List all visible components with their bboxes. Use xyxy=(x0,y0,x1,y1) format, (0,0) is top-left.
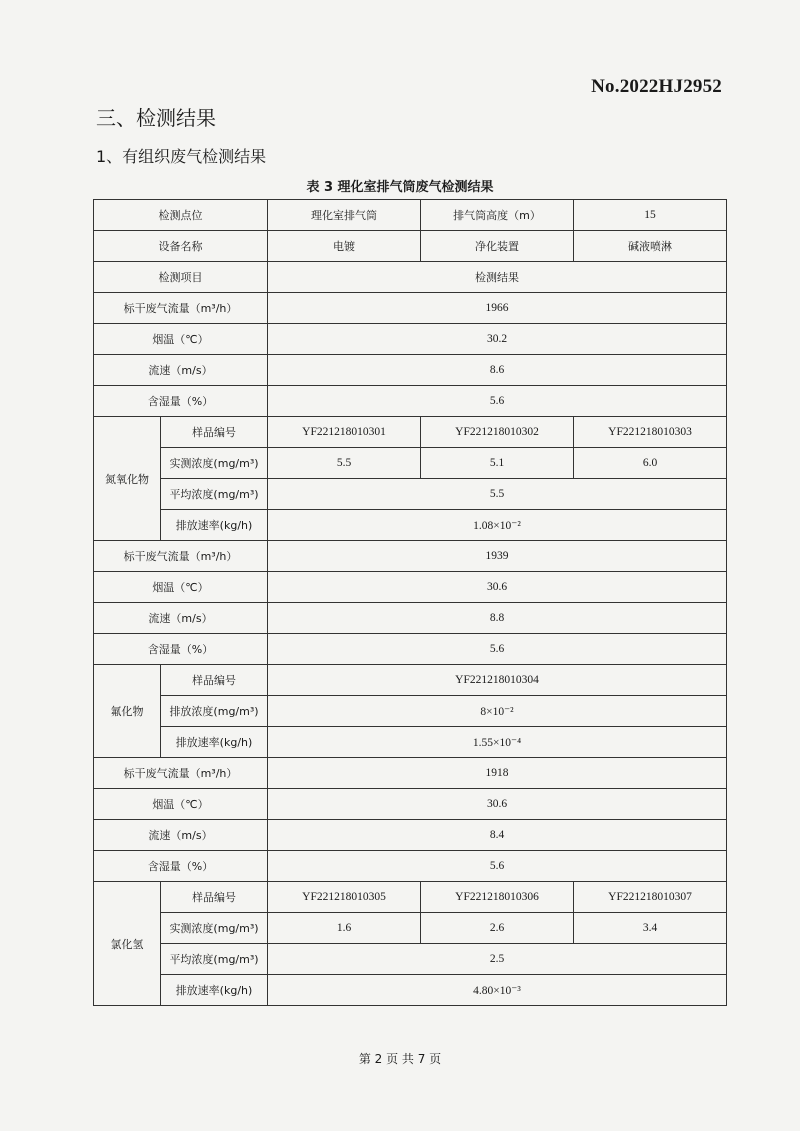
pollutant-name: 氟化物 xyxy=(94,665,161,758)
temp-value: 30.6 xyxy=(268,789,727,820)
purify-value: 碱液喷淋 xyxy=(574,231,727,262)
table-row xyxy=(94,355,727,386)
avg-label: 平均浓度(mg/m³) xyxy=(161,944,268,975)
table-row xyxy=(94,944,727,975)
table-row xyxy=(94,634,727,665)
moist-value: 5.6 xyxy=(268,386,727,417)
report-number: No.2022HJ2952 xyxy=(591,76,722,97)
height-value: 15 xyxy=(574,200,727,231)
table-row xyxy=(94,417,727,448)
avg-label: 平均浓度(mg/m³) xyxy=(161,479,268,510)
sample-label: 样品编号 xyxy=(161,417,268,448)
speed-label: 流速（m/s） xyxy=(94,603,268,634)
table-row xyxy=(94,262,727,293)
equip-label: 设备名称 xyxy=(94,231,268,262)
flow-label: 标干废气流量（m³/h） xyxy=(94,293,268,324)
table-row xyxy=(94,789,727,820)
conc-value: 2.6 xyxy=(421,913,574,944)
table-row xyxy=(94,324,727,355)
purify-label: 净化装置 xyxy=(421,231,574,262)
section-title: 三、检测结果 xyxy=(96,106,216,130)
table-row xyxy=(94,882,727,913)
pollutant-name: 氮氧化物 xyxy=(94,417,161,541)
speed-value: 8.6 xyxy=(268,355,727,386)
conc-value: 5.5 xyxy=(268,448,421,479)
table-row xyxy=(94,200,727,231)
table-row xyxy=(94,231,727,262)
conc-label: 实测浓度(mg/m³) xyxy=(161,913,268,944)
table-row xyxy=(94,975,727,1006)
table-row xyxy=(94,727,727,758)
flow-label: 标干废气流量（m³/h） xyxy=(94,758,268,789)
sample-label: 样品编号 xyxy=(161,882,268,913)
temp-label: 烟温（℃） xyxy=(94,572,268,603)
table-row xyxy=(94,603,727,634)
rate-label: 排放速率(kg/h) xyxy=(161,510,268,541)
avg-value: 2.5 xyxy=(268,944,727,975)
rate-value: 4.80×10⁻³ xyxy=(268,975,727,1006)
table-row xyxy=(94,851,727,882)
conc-value: 5.1 xyxy=(421,448,574,479)
sample-label: 样品编号 xyxy=(161,665,268,696)
table-row xyxy=(94,572,727,603)
moist-value: 5.6 xyxy=(268,851,727,882)
avg-value: 5.5 xyxy=(268,479,727,510)
table-row xyxy=(94,510,727,541)
table-row xyxy=(94,758,727,789)
pollutant-name: 氯化氢 xyxy=(94,882,161,1006)
sample-id: YF221218010305 xyxy=(268,882,421,913)
rate-value: 1.55×10⁻⁴ xyxy=(268,727,727,758)
flow-value: 1918 xyxy=(268,758,727,789)
conc-label: 实测浓度(mg/m³) xyxy=(161,448,268,479)
equip-value: 电镀 xyxy=(268,231,421,262)
item-label: 检测项目 xyxy=(94,262,268,293)
table-row xyxy=(94,293,727,324)
flow-label: 标干废气流量（m³/h） xyxy=(94,541,268,572)
conc-label: 排放浓度(mg/m³) xyxy=(161,696,268,727)
table-caption: 表 3 理化室排气筒废气检测结果 xyxy=(306,180,494,195)
rate-label: 排放速率(kg/h) xyxy=(161,975,268,1006)
point-value: 理化室排气筒 xyxy=(268,200,421,231)
conc-value: 1.6 xyxy=(268,913,421,944)
rate-value: 1.08×10⁻² xyxy=(268,510,727,541)
temp-label: 烟温（℃） xyxy=(94,324,268,355)
sample-id: YF221218010301 xyxy=(268,417,421,448)
table-row xyxy=(94,913,727,944)
table-row xyxy=(94,696,727,727)
sample-id: YF221218010303 xyxy=(574,417,727,448)
table-row xyxy=(94,448,727,479)
flow-value: 1939 xyxy=(268,541,727,572)
subsection-title: 1、有组织废气检测结果 xyxy=(96,147,267,166)
rate-label: 排放速率(kg/h) xyxy=(161,727,268,758)
table-row xyxy=(94,541,727,572)
speed-label: 流速（m/s） xyxy=(94,355,268,386)
conc-value: 8×10⁻² xyxy=(268,696,727,727)
table-row xyxy=(94,386,727,417)
table-row xyxy=(94,479,727,510)
height-label: 排气筒高度（m） xyxy=(421,200,574,231)
speed-value: 8.8 xyxy=(268,603,727,634)
conc-value: 6.0 xyxy=(574,448,727,479)
sample-id: YF221218010306 xyxy=(421,882,574,913)
temp-value: 30.2 xyxy=(268,324,727,355)
conc-value: 3.4 xyxy=(574,913,727,944)
point-label: 检测点位 xyxy=(94,200,268,231)
page-footer: 第 2 页 共 7 页 xyxy=(358,1052,442,1066)
results-table xyxy=(93,199,727,1006)
sample-id: YF221218010304 xyxy=(268,665,727,696)
table-row xyxy=(94,665,727,696)
moist-value: 5.6 xyxy=(268,634,727,665)
flow-value: 1966 xyxy=(268,293,727,324)
speed-value: 8.4 xyxy=(268,820,727,851)
speed-label: 流速（m/s） xyxy=(94,820,268,851)
moist-label: 含湿量（%） xyxy=(94,634,268,665)
result-label: 检测结果 xyxy=(268,262,727,293)
temp-value: 30.6 xyxy=(268,572,727,603)
sample-id: YF221218010307 xyxy=(574,882,727,913)
table-row xyxy=(94,820,727,851)
sample-id: YF221218010302 xyxy=(421,417,574,448)
moist-label: 含湿量（%） xyxy=(94,386,268,417)
temp-label: 烟温（℃） xyxy=(94,789,268,820)
moist-label: 含湿量（%） xyxy=(94,851,268,882)
